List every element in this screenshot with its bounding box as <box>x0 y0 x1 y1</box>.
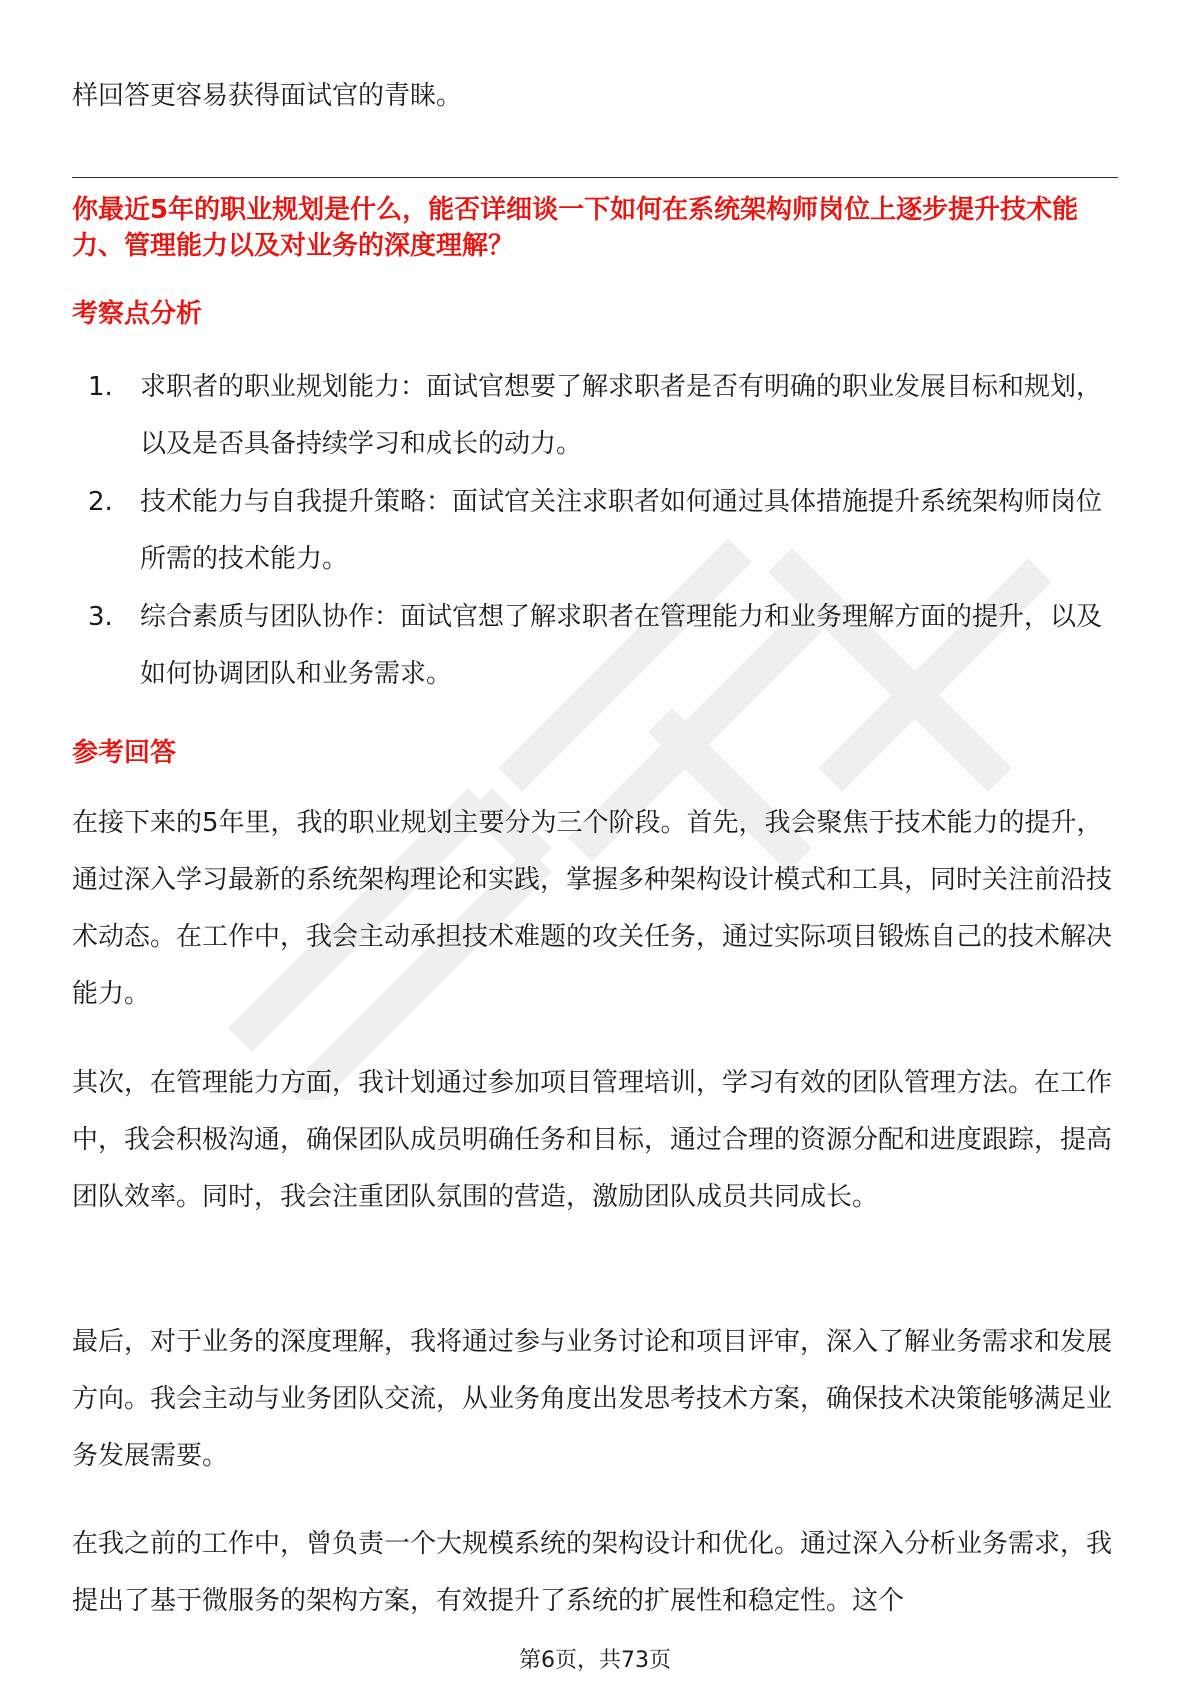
list-number: 1. <box>88 372 113 402</box>
answer-paragraph: 在接下来的5年里，我的职业规划主要分为三个阶段。首先，我会聚焦于技术能力的提升，通过深入学习最新的系统架构理论和实践，掌握多种架构设计模式和工具，同时关注前沿技术动态。在工作中，我会主动承担技术难题的攻关任务，通过实际项目锻炼自己的技术解决能力。 <box>72 808 1113 1009</box>
intro-line: 样回答更容易获得面试官的青睐。 <box>72 81 463 111</box>
list-item-text: 求职者的职业规划能力：面试官想要了解求职者是否有明确的职业发展目标和规划，以及是否具备持续学习和成长的动力。 <box>140 372 1103 459</box>
analysis-heading: 考察点分析 <box>72 299 203 329</box>
list-item-text: 技术能力与自我提升策略：面试官关注求职者如何通过具体措施提升系统架构师岗位所需的技术能力。 <box>140 487 1103 574</box>
list-number: 3. <box>88 602 113 632</box>
answer-paragraph: 在我之前的工作中，曾负责一个大规模系统的架构设计和优化。通过深入分析业务需求，我提出了基于微服务的架构方案，有效提升了系统的扩展性和稳定性。这个 <box>72 1529 1113 1616</box>
list-item <box>72 359 1118 473</box>
answer-heading: 参考回答 <box>72 738 177 768</box>
list-item <box>72 589 1118 703</box>
question-heading: 你最近5年的职业规划是什么，能否详细谈一下如何在系统架构师岗位上逐步提升技术能力、管理能力以及对业务的深度理解？ <box>72 195 1079 261</box>
answer-paragraph: 其次，在管理能力方面，我计划通过参加项目管理培训，学习有效的团队管理方法。在工作中，我会积极沟通，确保团队成员明确任务和目标，通过合理的资源分配和进度跟踪，提高团队效率。同时，我会注重团队氛围的营造，激励团队成员共同成长。 <box>72 1068 1113 1212</box>
list-item <box>72 474 1118 588</box>
list-item-text: 综合素质与团队协作：面试官想了解求职者在管理能力和业务理解方面的提升，以及如何协调团队和业务需求。 <box>140 602 1103 689</box>
section-divider <box>72 177 1118 178</box>
list-number: 2. <box>88 487 113 517</box>
analysis-list <box>72 359 1118 704</box>
page-footer: 第6页，共73页 <box>519 1648 671 1673</box>
answer-paragraph: 最后，对于业务的深度理解，我将通过参与业务讨论和项目评审，深入了解业务需求和发展方向。我会主动与业务团队交流，从业务角度出发思考技术方案，确保技术决策能够满足业务发展需要。 <box>72 1327 1113 1471</box>
